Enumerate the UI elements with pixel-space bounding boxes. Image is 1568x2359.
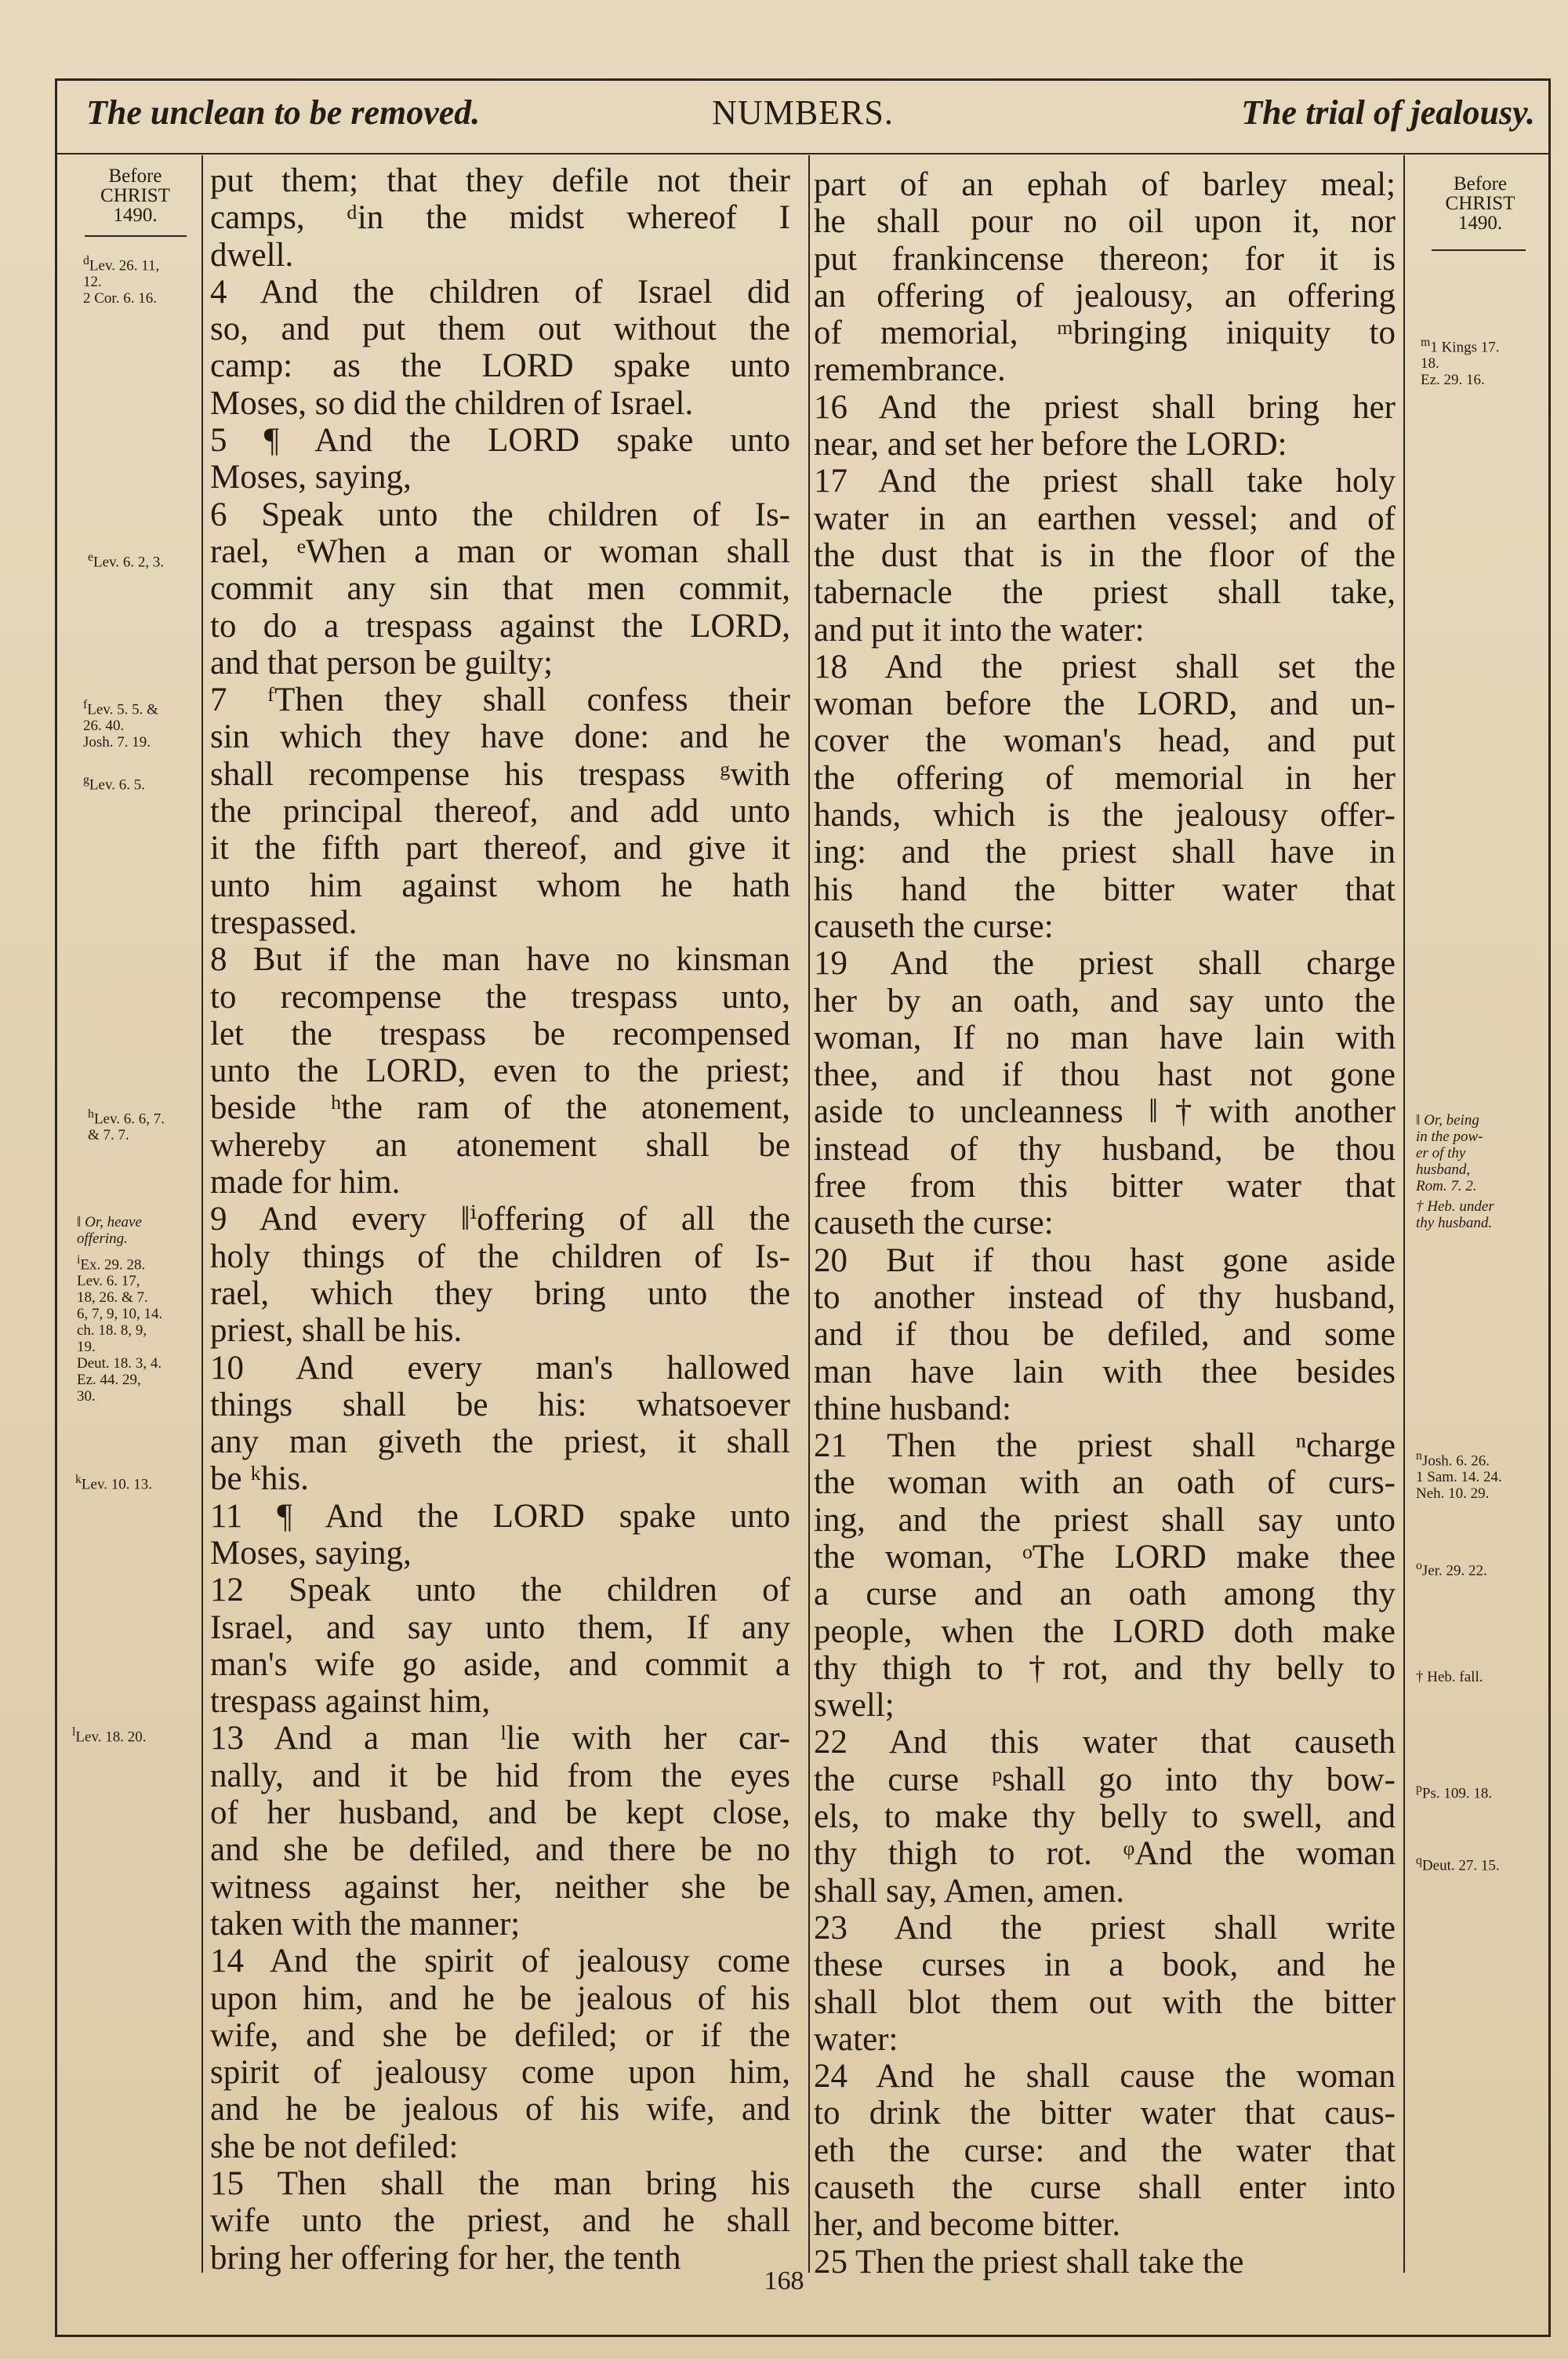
margin-note-i bbox=[77, 1252, 162, 1405]
margin-note-m bbox=[1421, 334, 1499, 388]
margin-note-g bbox=[83, 772, 145, 793]
note-text: Or, heave offering. bbox=[77, 1214, 142, 1247]
verse-line: people, when the LORD doth make bbox=[814, 1612, 1396, 1650]
note-mark: p bbox=[1416, 1782, 1422, 1795]
verse-line: witness against her, neither she be bbox=[210, 1868, 790, 1906]
verse-line: 4 And the children of Israel did bbox=[210, 273, 790, 311]
verse-line: any man giveth the priest, it shall bbox=[210, 1423, 790, 1461]
verse-line: part of an ephah of barley meal; bbox=[814, 166, 1396, 203]
date-rule-right bbox=[1432, 249, 1526, 251]
note-text: Heb. under thy husband. bbox=[1416, 1198, 1494, 1231]
verse-line: Israel, and say unto them, If any bbox=[210, 1608, 790, 1646]
margin-note-h bbox=[88, 1106, 165, 1143]
verse-line: 10 And every man's hallowed bbox=[210, 1349, 790, 1387]
note-mark: l bbox=[72, 1725, 76, 1739]
verse-line: it the fifth part thereof, and give it bbox=[210, 830, 790, 867]
verse-line: free from this bitter water that bbox=[814, 1168, 1396, 1205]
verse-line: water: bbox=[814, 2020, 898, 2058]
verse-line: shall say, Amen, amen. bbox=[814, 1872, 1125, 1910]
date-year: 1490. bbox=[113, 205, 158, 226]
note-mark: m bbox=[1421, 336, 1431, 349]
verse-line: ing, and the priest shall say unto bbox=[814, 1501, 1396, 1539]
verse-line: shall recompense his trespass ᵍwith bbox=[210, 755, 790, 793]
verse-line: so, and put them out without the bbox=[210, 311, 790, 348]
right-margin-divider bbox=[1403, 155, 1405, 2273]
note-text: Lev. 26. 11, 12. 2 Cor. 6. 16. bbox=[83, 257, 160, 307]
note-text: Deut. 27. 15. bbox=[1421, 1857, 1500, 1874]
left-margin-divider bbox=[201, 155, 203, 2273]
note-text: Lev. 5. 5. & 26. 40. Josh. 7. 19. bbox=[83, 701, 158, 751]
verse-line: shall blot them out with the bitter bbox=[814, 1983, 1396, 2021]
verse-line: aside to uncleanness ‖†with another bbox=[814, 1093, 1396, 1131]
text-column-left bbox=[210, 162, 790, 2277]
note-mark: ‖ bbox=[1416, 1112, 1421, 1129]
verse-line: beside ʰthe ram of the atonement, bbox=[210, 1089, 790, 1127]
verse-line: put them; that they defile not their bbox=[210, 162, 790, 199]
running-header bbox=[55, 86, 1551, 149]
verse-line: causeth the curse: bbox=[814, 1205, 1054, 1242]
note-mark: d bbox=[83, 254, 89, 267]
verse-line: unto the LORD, even to the priest; bbox=[210, 1052, 790, 1090]
verse-line: the offering of memorial in her bbox=[814, 759, 1396, 797]
note-text: Lev. 6. 6, 7. & 7. 7. bbox=[88, 1110, 165, 1144]
note-text: Ex. 29. 28. Lev. 6. 17, 18, 26. & 7. 6, 7, 9, 10, 14. ch. 18. 8, 9, 19. Deut. 18. 3, 4. Ez. 44. 29, 30. bbox=[77, 1256, 163, 1405]
center-column-divider bbox=[808, 155, 810, 2273]
right-running-title: The trial of jealousy. bbox=[1241, 93, 1535, 132]
verse-line: rael, ᵉWhen a man or woman shall bbox=[210, 533, 790, 570]
verse-line: man's wife go aside, and commit a bbox=[210, 1645, 790, 1683]
verse-line: 22 And this water that causeth bbox=[814, 1724, 1396, 1761]
verse-line: nally, and it be hid from the eyes bbox=[210, 1757, 790, 1794]
verse-line: 18 And the priest shall set the bbox=[814, 648, 1396, 685]
verse-line: instead of thy husband, be thou bbox=[814, 1130, 1396, 1168]
verse-line: an offering of jealousy, an offering bbox=[814, 277, 1396, 314]
margin-note-heb-under bbox=[1416, 1198, 1494, 1231]
verse-line: and put it into the water: bbox=[814, 611, 1145, 649]
margin-note-n bbox=[1416, 1448, 1502, 1502]
verse-line: causeth the curse: bbox=[814, 907, 1054, 945]
verse-line: to drink the bitter water that caus- bbox=[814, 2095, 1396, 2132]
date-label-right bbox=[1417, 174, 1543, 233]
verse-line: thy thigh to rot. ᵠAnd the woman bbox=[814, 1835, 1396, 1873]
date-christ: CHRIST bbox=[100, 185, 170, 206]
verse-line: dwell. bbox=[210, 236, 294, 274]
verse-line: trespassed. bbox=[210, 903, 358, 941]
verse-line: 23 And the priest shall write bbox=[814, 1909, 1396, 1946]
verse-line: 9 And every ‖ⁱoffering of all the bbox=[210, 1201, 790, 1238]
note-text: Josh. 6. 26. 1 Sam. 14. 24. Neh. 10. 29. bbox=[1416, 1452, 1502, 1503]
verse-line: of memorial, ᵐbringing iniquity to bbox=[814, 314, 1396, 352]
verse-line: she be not defiled: bbox=[210, 2128, 459, 2165]
verse-line: the dust that is in the floor of the bbox=[814, 536, 1396, 574]
verse-line: Moses, so did the children of Israel. bbox=[210, 384, 694, 422]
verse-line: to recompense the trespass unto, bbox=[210, 978, 790, 1016]
verse-line: 5 ¶ And the LORD spake unto bbox=[210, 422, 790, 460]
verse-line: eth the curse: and the water that bbox=[814, 2132, 1396, 2169]
verse-line: thee, and if thou hast not gone bbox=[814, 1056, 1396, 1094]
verse-line: man have lain with thee besides bbox=[814, 1353, 1396, 1390]
verse-line: put frankincense thereon; for it is bbox=[814, 240, 1396, 278]
date-year: 1490. bbox=[1457, 213, 1503, 234]
note-mark: n bbox=[1416, 1449, 1422, 1463]
note-mark: † bbox=[1416, 1198, 1424, 1215]
page-number: 168 bbox=[764, 2266, 804, 2295]
verse-line: and if thou be defiled, and some bbox=[814, 1316, 1396, 1354]
verse-line: spirit of jealousy come upon him, bbox=[210, 2054, 790, 2092]
verse-line: things shall be his: whatsoever bbox=[210, 1386, 790, 1423]
note-mark: q bbox=[1416, 1854, 1422, 1867]
verse-line: a curse and an oath among thy bbox=[814, 1576, 1396, 1613]
verse-line: camp: as the LORD spake unto bbox=[210, 347, 790, 385]
verse-line: 13 And a man ˡlie with her car- bbox=[210, 1720, 790, 1757]
note-text: Or, being in the pow- er of thy husband, Rom. 7. 2. bbox=[1416, 1112, 1483, 1194]
note-text: Lev. 6. 2, 3. bbox=[93, 554, 165, 571]
note-mark: o bbox=[1416, 1559, 1422, 1572]
note-text: Lev. 10. 13. bbox=[81, 1476, 152, 1493]
verse-line: 17 And the priest shall take holy bbox=[814, 463, 1396, 500]
verse-line: woman before the LORD, and un- bbox=[814, 685, 1396, 723]
verse-line: 6 Speak unto the children of Is- bbox=[210, 496, 790, 533]
note-mark: i bbox=[77, 1253, 81, 1267]
note-text: Ps. 109. 18. bbox=[1421, 1785, 1493, 1802]
date-before: Before bbox=[1453, 173, 1508, 194]
verse-line: sin which they have done: and he bbox=[210, 718, 790, 756]
note-mark: k bbox=[75, 1473, 82, 1486]
note-mark: ‖ bbox=[77, 1214, 82, 1230]
margin-note-e bbox=[88, 549, 164, 570]
note-mark: e bbox=[88, 551, 94, 564]
verse-line: tabernacle the priest shall take, bbox=[814, 574, 1396, 612]
note-mark: h bbox=[88, 1107, 94, 1121]
verse-line: wife unto the priest, and he shall bbox=[210, 2202, 790, 2240]
verse-line: 12 Speak unto the children of bbox=[210, 1572, 790, 1609]
verse-line: her by an oath, and say unto the bbox=[814, 982, 1396, 1020]
verse-line: rael, which they bring unto the bbox=[210, 1274, 790, 1312]
verse-line: els, to make thy belly to swell, and bbox=[814, 1798, 1396, 1836]
date-label-left bbox=[71, 166, 200, 225]
verse-line: he shall pour no oil upon it, nor bbox=[814, 203, 1396, 241]
verse-line: thine husband: bbox=[814, 1390, 1011, 1427]
verse-line: and she be defiled, and there be no bbox=[210, 1831, 790, 1869]
verse-line: to another instead of thy husband, bbox=[814, 1278, 1396, 1316]
date-rule-left bbox=[85, 235, 187, 237]
verse-line: remembrance. bbox=[814, 351, 1006, 389]
verse-line: the woman, ᵒThe LORD make thee bbox=[814, 1538, 1396, 1576]
verse-line: near, and set her before the LORD: bbox=[814, 426, 1287, 463]
verse-line: unto him against whom he hath bbox=[210, 867, 790, 904]
date-christ: CHRIST bbox=[1445, 193, 1515, 214]
book-title: NUMBERS. bbox=[712, 93, 894, 132]
text-column-right bbox=[814, 166, 1396, 2281]
verse-line: 8 But if the man have no kinsman bbox=[210, 941, 790, 979]
verse-line: the curse ᵖshall go into thy bow- bbox=[814, 1761, 1396, 1798]
note-text: Heb. fall. bbox=[1427, 1669, 1483, 1685]
verse-line: swell; bbox=[814, 1687, 895, 1725]
verse-line: 16 And the priest shall bring her bbox=[814, 388, 1396, 426]
note-text: Lev. 18. 20. bbox=[75, 1728, 147, 1746]
verse-line: 20 But if thou hast gone aside bbox=[814, 1241, 1396, 1279]
verse-line: commit any sin that men commit, bbox=[210, 570, 790, 608]
verse-line: taken with the manner; bbox=[210, 1905, 521, 1943]
note-mark: g bbox=[83, 773, 89, 787]
verse-line: 25 Then the priest shall take the bbox=[814, 2243, 1244, 2281]
verse-line: to do a trespass against the LORD, bbox=[210, 607, 790, 645]
verse-line: woman, If no man have lain with bbox=[814, 1019, 1396, 1056]
verse-line: made for him. bbox=[210, 1164, 401, 1201]
verse-line: water in an earthen vessel; and of bbox=[814, 500, 1396, 537]
verse-line: hands, which is the jealousy offer- bbox=[814, 797, 1396, 834]
verse-line: these curses in a book, and he bbox=[814, 1946, 1396, 1984]
verse-line: of her husband, and be kept close, bbox=[210, 1794, 790, 1832]
verse-line: 21 Then the priest shall ⁿcharge bbox=[814, 1427, 1396, 1465]
verse-line: be ᵏhis. bbox=[210, 1460, 309, 1498]
verse-line: and that person be guilty; bbox=[210, 644, 554, 682]
margin-note-q bbox=[1416, 1852, 1500, 1874]
margin-note-k bbox=[75, 1471, 152, 1492]
margin-note-being-in-power bbox=[1416, 1112, 1483, 1194]
margin-note-l bbox=[72, 1724, 146, 1745]
margin-note-p bbox=[1416, 1780, 1492, 1801]
note-text: Jer. 29. 22. bbox=[1421, 1562, 1487, 1579]
note-text: 1 Kings 17. 18. Ez. 29. 16. bbox=[1421, 339, 1500, 389]
verse-line: wife, and she be defiled; or if the bbox=[210, 2016, 790, 2054]
header-rule bbox=[55, 153, 1551, 154]
verse-line: her, and become bitter. bbox=[814, 2206, 1121, 2244]
verse-line: 14 And the spirit of jealousy come bbox=[210, 1943, 790, 1980]
note-text: Lev. 6. 5. bbox=[89, 776, 145, 794]
verse-line: 19 And the priest shall charge bbox=[814, 945, 1396, 983]
left-running-title: The unclean to be removed. bbox=[86, 93, 481, 132]
verse-line: his hand the bitter water that bbox=[814, 871, 1396, 908]
verse-line: holy things of the children of Is- bbox=[210, 1238, 790, 1275]
verse-line: 24 And he shall cause the woman bbox=[814, 2058, 1396, 2095]
verse-line: bring her offering for her, the tenth bbox=[210, 2239, 681, 2277]
verse-line: Moses, saying, bbox=[210, 1534, 412, 1572]
verse-line: 15 Then shall the man bring his bbox=[210, 2165, 790, 2203]
verse-line: and he be jealous of his wife, and bbox=[210, 2091, 790, 2128]
margin-note-heave-offering bbox=[77, 1214, 142, 1247]
verse-line: causeth the curse shall enter into bbox=[814, 2169, 1396, 2207]
margin-note-o bbox=[1416, 1558, 1487, 1579]
date-before: Before bbox=[108, 165, 162, 187]
verse-line: cover the woman's head, and put bbox=[814, 722, 1396, 760]
verse-line: let the trespass be recompensed bbox=[210, 1015, 790, 1052]
verse-line: 11 ¶ And the LORD spake unto bbox=[210, 1497, 790, 1535]
verse-line: whereby an atonement shall be bbox=[210, 1126, 790, 1164]
verse-line: the woman with an oath of curs- bbox=[814, 1464, 1396, 1502]
verse-line: priest, shall be his. bbox=[210, 1312, 463, 1350]
verse-line: the principal thereof, and add unto bbox=[210, 793, 790, 831]
verse-line: 7 ᶠThen they shall confess their bbox=[210, 682, 790, 719]
margin-note-d bbox=[83, 253, 159, 307]
verse-line: upon him, and he be jealous of his bbox=[210, 1979, 790, 2017]
verse-line: thy thigh to †rot, and thy belly to bbox=[814, 1649, 1396, 1687]
verse-line: camps, ᵈin the midst whereof I bbox=[210, 199, 790, 237]
verse-line: Moses, saying, bbox=[210, 459, 412, 496]
verse-line: ing: and the priest shall have in bbox=[814, 834, 1396, 871]
margin-note-f bbox=[83, 696, 158, 751]
note-mark: † bbox=[1416, 1669, 1424, 1685]
margin-note-heb-fall bbox=[1416, 1669, 1483, 1685]
note-mark: f bbox=[83, 698, 88, 711]
verse-line: trespass against him, bbox=[210, 1683, 491, 1721]
